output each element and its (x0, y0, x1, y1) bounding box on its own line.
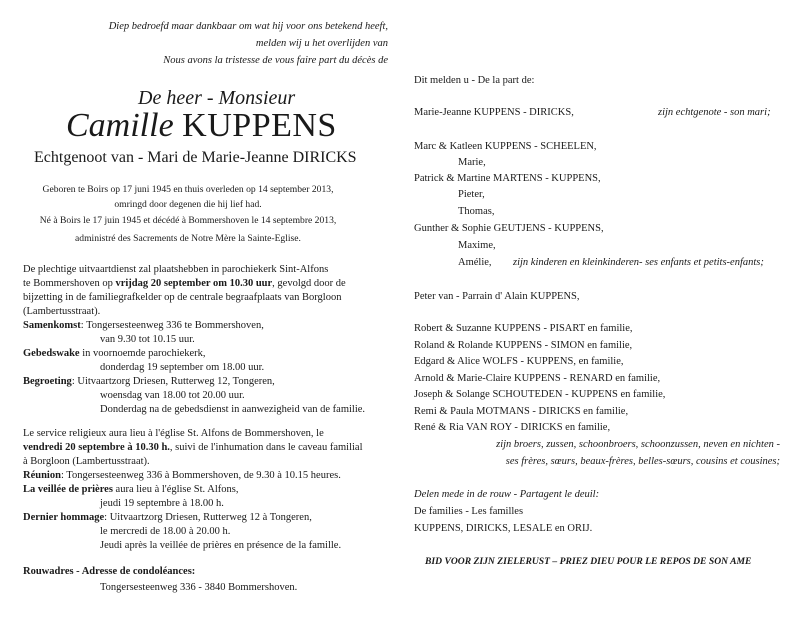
prayer-line: BID VOOR ZIJN ZIELERUST – PRIEZ DIEU POUR LE REPOS DE SON AME (425, 556, 752, 567)
nl-line-2-date: vrijdag 20 september om 10.30 uur (115, 278, 273, 289)
born-nl-2: omringd door degenen die hij lief had. (114, 199, 262, 210)
veillee-label: La veillée de prières (23, 484, 113, 495)
nl-line-4: (Lambertusstraat). (23, 306, 101, 317)
share-line: Delen mede in de rouw - Partagent le deuil: (414, 489, 600, 500)
gebedswake-time: donderdag 19 september om 18.00 uur. (100, 362, 265, 373)
samenkomst-label: Samenkomst (23, 320, 81, 331)
fr-line-2-post: , suivi de l'inhumation dans le caveau familial (169, 442, 363, 453)
begroeting-extra: Donderdag na de gebedsdienst in aanwezigheid van de familie. (100, 404, 366, 415)
child-2: Patrick & Martine MARTENS - KUPPENS, (414, 173, 601, 184)
gebedswake (23, 347, 206, 360)
begroeting (23, 375, 275, 388)
born-fr-2: administré des Sacrements de Notre Mère la Sainte-Eglise. (75, 233, 301, 244)
spouse-line: Echtgenoot van - Mari de Marie-Jeanne DIRICKS (34, 149, 357, 166)
samenkomst-text: : Tongersesteenweg 336 te Bommershoven, (80, 320, 264, 331)
nl-line-1: De plechtige uitvaartdienst zal plaatshebben in parochiekerk Sint-Alfons (23, 264, 329, 275)
deceased-last-name: KUPPENS (182, 107, 337, 144)
fr-line-3: à Borgloon (Lambertusstraat). (23, 456, 150, 467)
grandchild-1: Marie, (458, 157, 486, 168)
siblings-role-1: zijn broers, zussen, schoonbroers, schoonzussen, neven en nichten - (496, 439, 780, 450)
spouse-name: Marie-Jeanne KUPPENS - DIRICKS, (414, 107, 574, 118)
right-header: Dit melden u - De la part de: (414, 75, 535, 86)
intro-line-3: Nous avons la tristesse de vous faire part du décès de (163, 55, 388, 66)
children-role: zijn kinderen en kleinkinderen- ses enfants et petits-enfants; (513, 257, 764, 268)
begroeting-text: : Uitvaartzorg Driesen, Rutterweg 12, Tongeren, (71, 376, 275, 387)
godson-line: Peter van - Parrain d' Alain KUPPENS, (414, 291, 580, 302)
sibling-1: Robert & Suzanne KUPPENS - PISART en familie, (414, 323, 633, 334)
hommage (23, 511, 312, 524)
reunion (23, 469, 341, 482)
hommage-text: : Uitvaartzorg Driesen, Rutterweg 12 à Tongeren, (104, 512, 312, 523)
sibling-3: Edgard & Alice WOLFS - KUPPENS, en familie, (414, 356, 624, 367)
intro-line-1: Diep bedroefd maar dankbaar om wat hij voor ons betekend heeft, (108, 21, 388, 32)
sibling-4: Arnold & Marie-Claire KUPPENS - RENARD en familie, (414, 373, 661, 384)
nl-line-3: bijzetting in de familiegrafkelder op de centrale begraafplaats van Borgloon (23, 292, 342, 303)
gebedswake-label: Gebedswake (23, 348, 80, 359)
begroeting-label: Begroeting (23, 376, 72, 387)
families-names: KUPPENS, DIRICKS, LESALE en ORIJ. (414, 523, 593, 534)
nl-line-2-post: , gevolgd door de (272, 278, 346, 289)
intro-line-2: melden wij u het overlijden van (255, 38, 388, 49)
sibling-2: Roland & Rolande KUPPENS - SIMON en familie, (414, 340, 633, 351)
begroeting-time: woensdag van 18.00 tot 20.00 uur. (100, 390, 245, 401)
deceased-first-name: Camille (66, 107, 174, 144)
hommage-label: Dernier hommage (23, 512, 105, 523)
title-prefix: De heer - Monsieur (138, 87, 296, 109)
nl-line-2 (23, 277, 346, 290)
sibling-7: René & Ria VAN ROY - DIRICKS en familie, (414, 422, 611, 433)
fr-line-1: Le service religieux aura lieu à l'église St. Alfons de Bommershoven, le (23, 428, 324, 439)
reunion-text: : Tongersesteenweg 336 à Bommershoven, de 9.30 à 10.15 heures. (60, 470, 341, 481)
grandchild-2: Pieter, (458, 189, 485, 200)
gebedswake-text: in voornoemde parochiekerk, (79, 348, 206, 359)
spouse-role: zijn echtgenote - son mari; (658, 107, 771, 118)
veillee-text: aura lieu à l'église St. Alfons, (112, 484, 239, 495)
hommage-time: le mercredi de 18.00 à 20.00 h. (100, 526, 231, 537)
born-fr-1: Né à Boirs le 17 juin 1945 et décédé à Bommershoven le 14 septembre 2013, (39, 215, 337, 226)
grandchild-3: Thomas, (458, 206, 495, 217)
reunion-label: Réunion (23, 470, 61, 481)
samenkomst (23, 319, 264, 332)
siblings-role-2: ses frères, sœurs, beaux-frères, belles-sœurs, cousins et cousines; (505, 456, 780, 467)
sibling-5: Joseph & Solange SCHOUTEDEN - KUPPENS en familie, (414, 389, 666, 400)
grandchild-5: Amélie, (458, 257, 492, 268)
child-3: Gunther & Sophie GEUTJENS - KUPPENS, (414, 223, 604, 234)
fr-line-2 (23, 441, 363, 454)
fr-line-2-date: vendredi 20 septembre à 10.30 h. (23, 442, 170, 453)
child-1: Marc & Katleen KUPPENS - SCHEELEN, (414, 141, 597, 152)
rouwadres-text: Tongersesteenweg 336 - 3840 Bommershoven. (100, 582, 298, 593)
deceased-name (66, 108, 337, 144)
sibling-6: Remi & Paula MOTMANS - DIRICKS en familie, (414, 406, 629, 417)
families-line: De families - Les familles (414, 506, 524, 517)
nl-line-2-pre: te Bommershoven op (23, 278, 116, 289)
veillee-time: jeudi 19 septembre à 18.00 h. (100, 498, 224, 509)
grandchild-4: Maxime, (458, 240, 496, 251)
samenkomst-time: van 9.30 tot 10.15 uur. (100, 334, 195, 345)
born-nl-1: Geboren te Boirs op 17 juni 1945 en thuis overleden op 14 september 2013, (42, 184, 334, 195)
hommage-extra: Jeudi après la veillée de prières en présence de la famille. (100, 540, 342, 551)
veillee (23, 483, 238, 496)
rouwadres-label: Rouwadres - Adresse de condoléances: (23, 566, 196, 577)
